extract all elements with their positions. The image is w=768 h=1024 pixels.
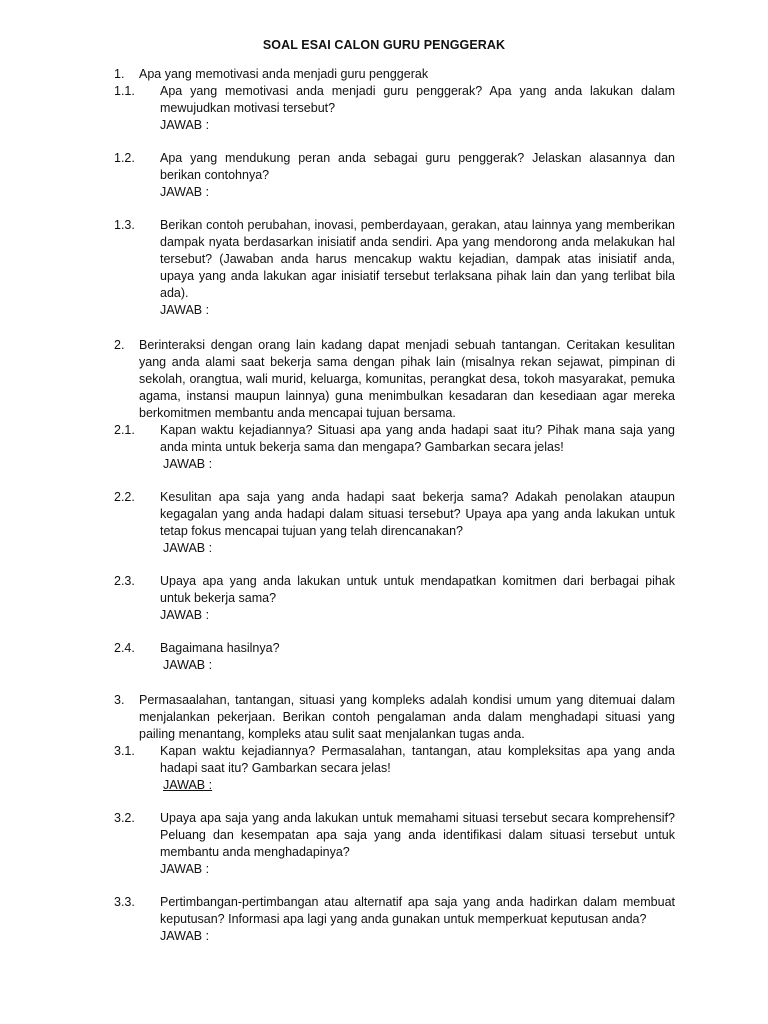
subquestion-number: 1.2. [114, 151, 135, 165]
answer-label: JAWAB : [163, 457, 213, 471]
subquestion-1-2 [114, 150, 675, 201]
question-1 [114, 66, 675, 319]
answer-label: JAWAB : [160, 608, 210, 622]
question-3 [114, 692, 675, 945]
subquestion-2-3 [114, 573, 675, 624]
subquestion-3-1 [114, 743, 675, 794]
question-text: Berinteraksi dengan orang lain kadang dapat menjadi sebuah tantangan. Ceritakan kesulitan yang anda alami saat bekerja sama dengan pihak lain (misalnya rekan sejawat, pimpinan di sekolah, orangtua, wali murid, keluarga, komunitas, perangkat desa, tokoh masyarakat, pemuka agama, instansi maupun lainnya) guna menimbulkan kesadaran dan kesediaan agar mereka berkomitmen membantu anda mencapai tujuan bersama. [139, 338, 675, 420]
subquestion-3-3 [114, 894, 675, 945]
subquestion-2-1 [114, 422, 675, 473]
subquestion-text: Upaya apa yang anda lakukan untuk untuk mendapatkan komitmen dari berbagai pihak untuk bekerja sama? [160, 574, 675, 605]
answer-label: JAWAB : [163, 658, 213, 672]
question-text: Permasaalahan, tantangan, situasi yang kompleks adalah kondisi umum yang ditemuai dalam menjalankan pekerjaan. Berikan contoh pengalaman anda dalam menghadapi situasi yang pailing menantang, kompleks atau sulit saat menjalankan tugas anda. [139, 693, 675, 741]
question-number: 1. [114, 67, 125, 81]
answer-label: JAWAB : [160, 303, 210, 317]
subquestion-text: Berikan contoh perubahan, inovasi, pemberdayaan, gerakan, atau lainnya yang memberikan dampak nyata berdasarkan inisiatif anda sendiri. Apa yang mendorong anda melakukan hal tersebut? (Jawaban anda harus mencakup waktu kejadian, dampak atas inisiatif anda, upaya yang anda lakukan agar inisiatif tersebut terlaksana pihak lain dan yang terlibat bila ada). [160, 218, 675, 300]
subquestion-text: Kapan waktu kejadiannya? Permasalahan, tantangan, atau kompleksitas apa yang anda hadapi saat itu? Gambarkan secara jelas! [160, 744, 675, 775]
question-number: 3. [114, 693, 125, 707]
subquestion-text: Apa yang memotivasi anda menjadi guru penggerak? Apa yang anda lakukan dalam mewujudkan motivasi tersebut? [160, 84, 675, 115]
question-text: Apa yang memotivasi anda menjadi guru penggerak [139, 67, 429, 81]
subquestion-2-2 [114, 489, 675, 557]
subquestion-1-3 [114, 217, 675, 319]
subquestion-2-4 [114, 640, 675, 674]
answer-label: JAWAB : [160, 862, 210, 876]
subquestion-text: Pertimbangan-pertimbangan atau alternatif apa saja yang anda hadirkan dalam membuat keputusan? Informasi apa lagi yang anda gunakan untuk memperkuat keputusan anda? [160, 895, 675, 926]
question-number: 2. [114, 338, 125, 352]
answer-label: JAWAB : [163, 778, 213, 792]
subquestion-3-2 [114, 810, 675, 878]
subquestion-number: 3.1. [114, 744, 135, 758]
subquestion-number: 2.1. [114, 423, 135, 437]
subquestion-number: 3.2. [114, 811, 135, 825]
subquestion-1-1 [114, 83, 675, 134]
subquestion-text: Bagaimana hasilnya? [160, 641, 280, 655]
subquestion-number: 1.1. [114, 84, 135, 98]
subquestion-number: 3.3. [114, 895, 135, 909]
subquestion-number: 2.4. [114, 641, 135, 655]
answer-label: JAWAB : [160, 929, 210, 943]
answer-label: JAWAB : [160, 118, 210, 132]
question-2 [114, 337, 675, 674]
subquestion-text: Kapan waktu kejadiannya? Situasi apa yang anda hadapi saat itu? Pihak mana saja yang anda minta untuk bekerja sama dan mengapa? Gambarkan secara jelas! [160, 423, 675, 454]
subquestion-number: 2.3. [114, 574, 135, 588]
subquestion-number: 2.2. [114, 490, 135, 504]
question-list [114, 66, 675, 945]
subquestion-text: Upaya apa saja yang anda lakukan untuk memahami situasi tersebut secara komprehensif? Peluang dan kesempatan apa saja yang anda identifikasi dalam situasi tersebut untuk membantu anda menghadapinya? [160, 811, 675, 859]
subquestion-number: 1.3. [114, 218, 135, 232]
page-title: SOAL ESAI CALON GURU PENGGERAK [262, 38, 506, 52]
subquestion-text: Apa yang mendukung peran anda sebagai guru penggerak? Jelaskan alasannya dan berikan contohnya? [160, 151, 675, 182]
subquestion-text: Kesulitan apa saja yang anda hadapi saat bekerja sama? Adakah penolakan ataupun kegagalan yang anda hadapi dalam situasi tersebut? Upaya apa yang anda lakukan untuk tetap fokus mencapai tujuan yang telah direncanakan? [160, 490, 675, 538]
answer-label: JAWAB : [160, 185, 210, 199]
answer-label: JAWAB : [163, 541, 213, 555]
